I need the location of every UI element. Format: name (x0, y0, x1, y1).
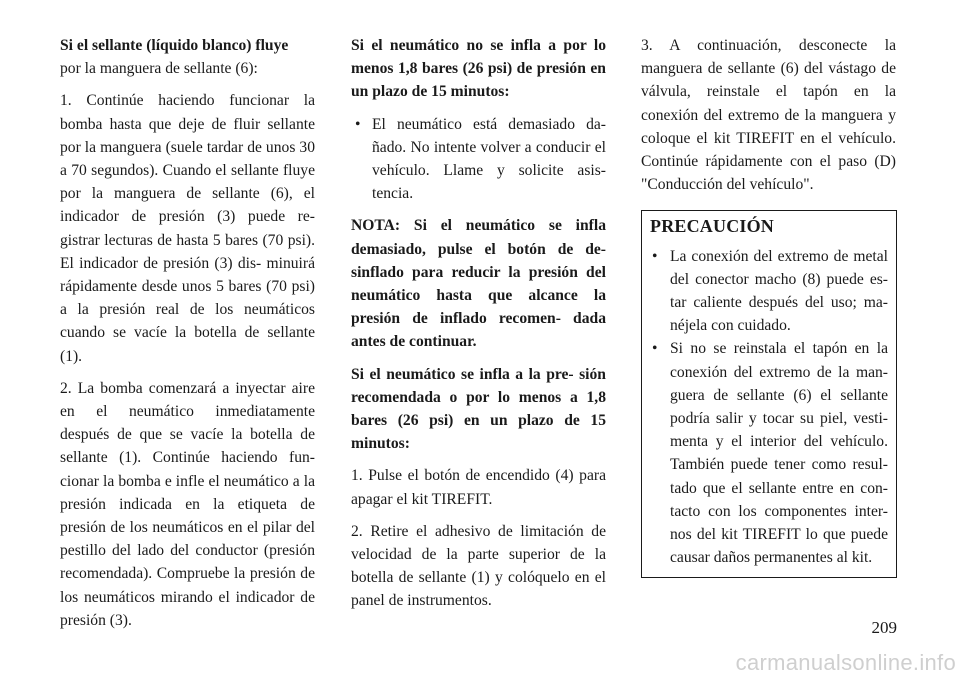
watermark: carmanualsonline.info (735, 650, 956, 675)
section-heading: Si el sellante (líquido blanco) fluye (60, 37, 289, 54)
step-2-paragraph: 2. La bomba comenzará a inyectar aire en el neumático inmediatamente después de que se vacíe la botella de sellante (1). Continúe haciendo fun- cionar la bomba e infle el neumático a la presión indicada en la etiqueta de presión de los neumáticos en el pilar del pestillo del lado del conductor (presión recomendada). Compruebe la presión de los neumáticos mirando el indicador de presión (3). (60, 379, 315, 629)
caution-item: • Si no se reinstala el tapón en la conexión del extremo de la man- guera de sellante (6) el sellante podría salir y tocar su piel, vesti- menta y el interior del vehículo. También puede tener como resul- tado que el sellante entre en con- tacto con los componentes inter- nos del kit TIREFIT lo que puede causar daños permanentes al kit. (650, 337, 888, 569)
step-1-paragraph: 1. Continúe haciendo funcionar la bomba hasta que deje de fluir sellante por la manguera (suele tardar de unos 30 a 70 segundos). Cuando el sellante fluye por la manguera de sellante (6), el indicador de presión (3) puede re- gistrar lecturas de hasta 5 bares (70 psi). El indicador de presión (3) dis- minuirá rápidamente desde unos 5 bares (70 psi) a la presión real de los neumáticos cuando se vacíe la botella de sellante (1). (60, 92, 315, 365)
step-1-paragraph: 1. Pulse el botón de encendido (4) para apagar el kit TIREFIT. (351, 467, 606, 508)
section-heading-continuation: por la manguera de sellante (6): (60, 60, 258, 78)
column-1 (60, 34, 315, 641)
step-2-paragraph: 2. Retire el adhesivo de limitación de velocidad de la parte superior de la botella de sellante (1) y colóquelo en el panel de instrumentos. (351, 522, 606, 610)
column-2 (351, 34, 606, 622)
caution-title: PRECAUCIÓN (650, 216, 775, 237)
step-3-paragraph: 3. A continuación, desconecte la manguera de sellante (6) del vástago de válvula, reinstale el tapón en la conexión del extremo de la manguera y coloque el kit TIREFIT en el vehículo. Continúe rápidamente con el paso (D) "Conducción del vehículo". (641, 37, 896, 194)
caution-box (641, 210, 897, 578)
note-paragraph: NOTA: Si el neumático se infla demasiado, pulse el botón de de- sinflado para reducir la presión del neumático hasta que alcance la presión de inflado recomen- dada antes de continuar. (351, 217, 606, 351)
bullet-item: • El neumático está demasiado da- ñado. No intente volver a conducir el vehículo. Llame y solicite asis- tencia. (351, 113, 606, 206)
caution-item: • La conexión del extremo de metal del conector macho (8) puede es- tar caliente después del uso; ma- néjela con cuidado. (650, 245, 888, 338)
column-3 (641, 34, 896, 578)
section-heading: Si el neumático no se infla a por lo menos 1,8 bares (26 psi) de presión en un plazo de 15 minutos: (351, 37, 606, 101)
section-heading: Si el neumático se infla a la pre- sión recomendada o por lo menos a 1,8 bares (26 psi) en un plazo de 15 minutos: (351, 365, 606, 453)
page-number: 209 (871, 618, 897, 637)
